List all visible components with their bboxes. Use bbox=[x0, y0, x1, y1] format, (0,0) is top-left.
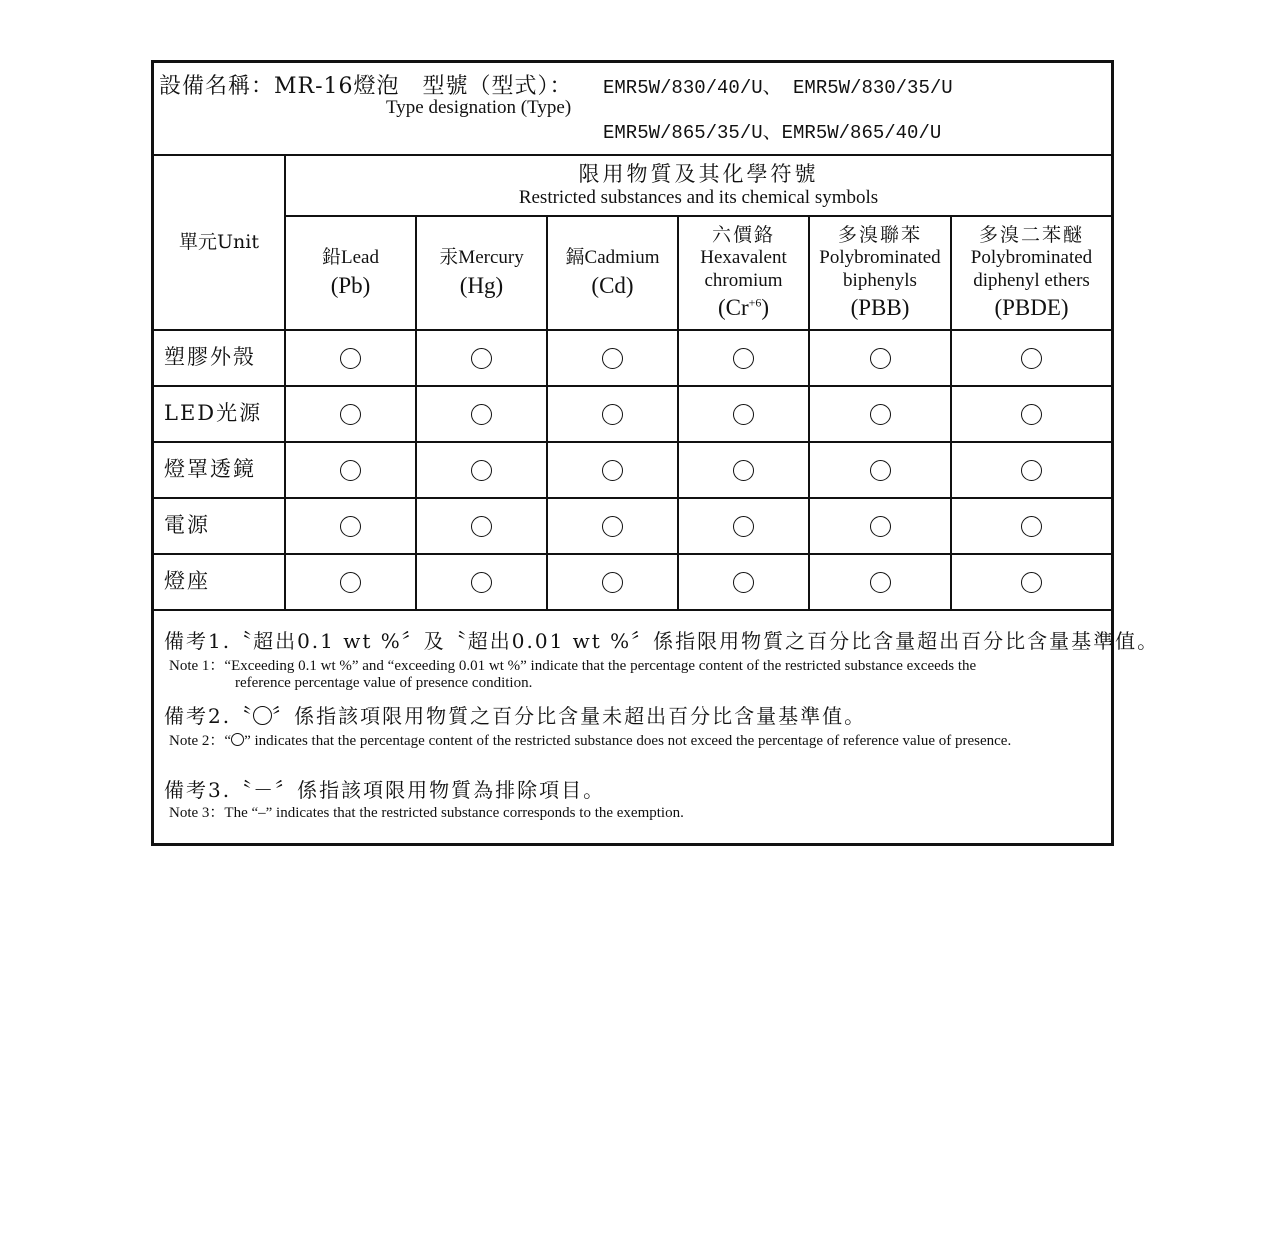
table-cell bbox=[809, 442, 951, 498]
circle-mark-icon bbox=[340, 516, 361, 537]
circle-mark-icon bbox=[870, 348, 891, 369]
column-en-line2: biphenyls bbox=[843, 269, 917, 291]
circle-mark-icon bbox=[340, 572, 361, 593]
circle-mark-icon bbox=[340, 404, 361, 425]
unit-header-cell bbox=[154, 156, 285, 330]
header-section bbox=[154, 63, 1111, 156]
substance-table bbox=[154, 156, 1111, 611]
circle-mark-icon bbox=[602, 516, 623, 537]
row-label: 塑膠外殼 bbox=[154, 330, 285, 386]
symbol-end: ) bbox=[761, 295, 770, 321]
circle-mark-icon bbox=[1021, 516, 1042, 537]
column-zh: 鉛 bbox=[322, 246, 342, 269]
column-header-pbde bbox=[951, 216, 1111, 330]
model-numbers-line1: EMR5W/830/40/U、 EMR5W/830/35/U bbox=[603, 77, 953, 99]
column-en-line1: Polybrominated bbox=[819, 246, 941, 268]
circle-mark-icon bbox=[471, 516, 492, 537]
circle-mark-icon bbox=[340, 460, 361, 481]
rohs-declaration-sheet bbox=[151, 60, 1160, 846]
column-symbol: (PBB) bbox=[850, 295, 910, 321]
row-label: 燈罩透鏡 bbox=[154, 442, 285, 498]
table-row bbox=[154, 330, 1111, 386]
circle-mark-icon bbox=[870, 516, 891, 537]
column-en-line2: diphenyl ethers bbox=[973, 269, 1090, 291]
column-en-line2: chromium bbox=[704, 269, 783, 291]
circle-symbol-icon bbox=[231, 733, 244, 746]
table-row bbox=[154, 498, 1111, 554]
table-cell bbox=[285, 330, 416, 386]
circle-mark-icon bbox=[733, 572, 754, 593]
symbol-base: (Cr bbox=[717, 295, 749, 321]
circle-mark-icon bbox=[870, 460, 891, 481]
table-cell bbox=[809, 498, 951, 554]
circle-mark-icon bbox=[471, 348, 492, 369]
unit-label: 單元Unit bbox=[179, 231, 259, 254]
note2-zh bbox=[164, 700, 866, 729]
row-label: 燈座 bbox=[154, 554, 285, 610]
column-zh: 多溴二苯醚 bbox=[978, 224, 1084, 246]
table-cell bbox=[285, 554, 416, 610]
note2-en-prefix: Note 2：“ bbox=[169, 733, 232, 749]
note2-en-body: ” indicates that the percentage content of the restricted substance does not exceed the percentage of reference value of presence. bbox=[244, 733, 1012, 749]
table-cell bbox=[416, 386, 547, 442]
circle-mark-icon bbox=[1021, 348, 1042, 369]
table-cell bbox=[678, 498, 809, 554]
column-header-mercury bbox=[416, 216, 547, 330]
table-cell bbox=[951, 554, 1111, 610]
column-en-line1: Hexavalent bbox=[700, 246, 787, 268]
table-cell bbox=[416, 498, 547, 554]
circle-mark-icon bbox=[340, 348, 361, 369]
type-designation-label: Type designation (Type) bbox=[386, 97, 572, 118]
circle-mark-icon bbox=[733, 348, 754, 369]
table-cell bbox=[285, 442, 416, 498]
table-cell bbox=[951, 386, 1111, 442]
table-cell bbox=[285, 498, 416, 554]
table-cell bbox=[416, 330, 547, 386]
note3-en: Note 3：The “–” indicates that the restricted substance corresponds to the exemption. bbox=[169, 805, 684, 821]
table-cell bbox=[547, 498, 678, 554]
circle-mark-icon bbox=[471, 460, 492, 481]
note2-zh-prefix: 備考2.〝 bbox=[164, 704, 254, 728]
table-cell bbox=[547, 330, 678, 386]
table-cell bbox=[951, 498, 1111, 554]
table-cell bbox=[547, 386, 678, 442]
restricted-substances-header bbox=[285, 156, 1111, 216]
column-header-lead bbox=[285, 216, 416, 330]
column-en: Mercury bbox=[458, 247, 524, 269]
table-cell bbox=[547, 442, 678, 498]
table-cell bbox=[678, 554, 809, 610]
circle-mark-icon bbox=[1021, 460, 1042, 481]
circle-mark-icon bbox=[1021, 404, 1042, 425]
model-numbers-line2: EMR5W/865/35/U、EMR5W/865/40/U bbox=[603, 122, 942, 144]
column-zh: 多溴聯苯 bbox=[837, 224, 922, 246]
table-cell bbox=[547, 554, 678, 610]
column-symbol: (Hg) bbox=[459, 273, 504, 299]
table-body bbox=[154, 330, 1111, 610]
column-header-hexavalent-chromium bbox=[678, 216, 809, 330]
table-cell bbox=[809, 554, 951, 610]
group-title-zh: 限用物質及其化學符號 bbox=[578, 161, 819, 186]
column-symbol: (PBDE) bbox=[994, 295, 1069, 321]
circle-mark-icon bbox=[870, 572, 891, 593]
table-row bbox=[154, 442, 1111, 498]
table-cell bbox=[809, 386, 951, 442]
table-cell bbox=[678, 442, 809, 498]
column-symbol: (Pb) bbox=[330, 273, 371, 299]
circle-symbol-icon bbox=[253, 706, 272, 725]
column-en: Lead bbox=[341, 247, 379, 269]
circle-mark-icon bbox=[471, 572, 492, 593]
note1-en-continued: reference percentage value of presence condition. bbox=[235, 675, 533, 691]
circle-mark-icon bbox=[602, 404, 623, 425]
row-label: 電源 bbox=[154, 498, 285, 554]
symbol-superscript: +6 bbox=[748, 295, 762, 310]
note2-en bbox=[169, 729, 1011, 750]
column-symbol bbox=[679, 294, 808, 322]
table-cell bbox=[951, 442, 1111, 498]
circle-mark-icon bbox=[602, 348, 623, 369]
column-en: Cadmium bbox=[584, 247, 660, 269]
circle-mark-icon bbox=[602, 572, 623, 593]
circle-mark-icon bbox=[733, 404, 754, 425]
note3-zh: 備考3.〝－〞係指該項限用物質為排除項目。 bbox=[164, 778, 606, 802]
table-row bbox=[154, 554, 1111, 610]
circle-mark-icon bbox=[471, 404, 492, 425]
column-zh: 六價鉻 bbox=[711, 224, 775, 246]
table-cell bbox=[678, 386, 809, 442]
column-en-line1: Polybrominated bbox=[970, 246, 1093, 268]
table-cell bbox=[416, 442, 547, 498]
circle-mark-icon bbox=[1021, 572, 1042, 593]
column-symbol: (Cd) bbox=[591, 273, 634, 299]
note2-zh-body: 〞係指該項限用物質之百分比含量未超出百分比含量基準值。 bbox=[272, 704, 867, 728]
table-cell bbox=[951, 330, 1111, 386]
circle-mark-icon bbox=[733, 460, 754, 481]
note1-en: Note 1：“Exceeding 0.1 wt %” and “exceeding 0.01 wt %” indicate that the percentage content of the restricted substance exceeds the bbox=[169, 658, 977, 674]
table-cell bbox=[809, 330, 951, 386]
table-row bbox=[154, 386, 1111, 442]
column-zh: 鎘 bbox=[565, 246, 585, 269]
column-header-cadmium bbox=[547, 216, 678, 330]
device-name-label: 設備名稱：MR-16燈泡 型號（型式）： bbox=[159, 74, 573, 99]
circle-mark-icon bbox=[602, 460, 623, 481]
group-title-en: Restricted substances and its chemical symbols bbox=[518, 186, 879, 208]
circle-mark-icon bbox=[733, 516, 754, 537]
table-cell bbox=[678, 330, 809, 386]
row-label: LED光源 bbox=[154, 386, 285, 442]
circle-mark-icon bbox=[870, 404, 891, 425]
table-cell bbox=[416, 554, 547, 610]
column-zh: 汞 bbox=[439, 246, 459, 269]
column-header-pbb bbox=[809, 216, 951, 330]
table-cell bbox=[285, 386, 416, 442]
note1-zh: 備考1.〝超出0.1 wt %〞及〝超出0.01 wt %〞係指限用物質之百分比含量超出百分比含量基準值。 bbox=[164, 629, 1160, 653]
